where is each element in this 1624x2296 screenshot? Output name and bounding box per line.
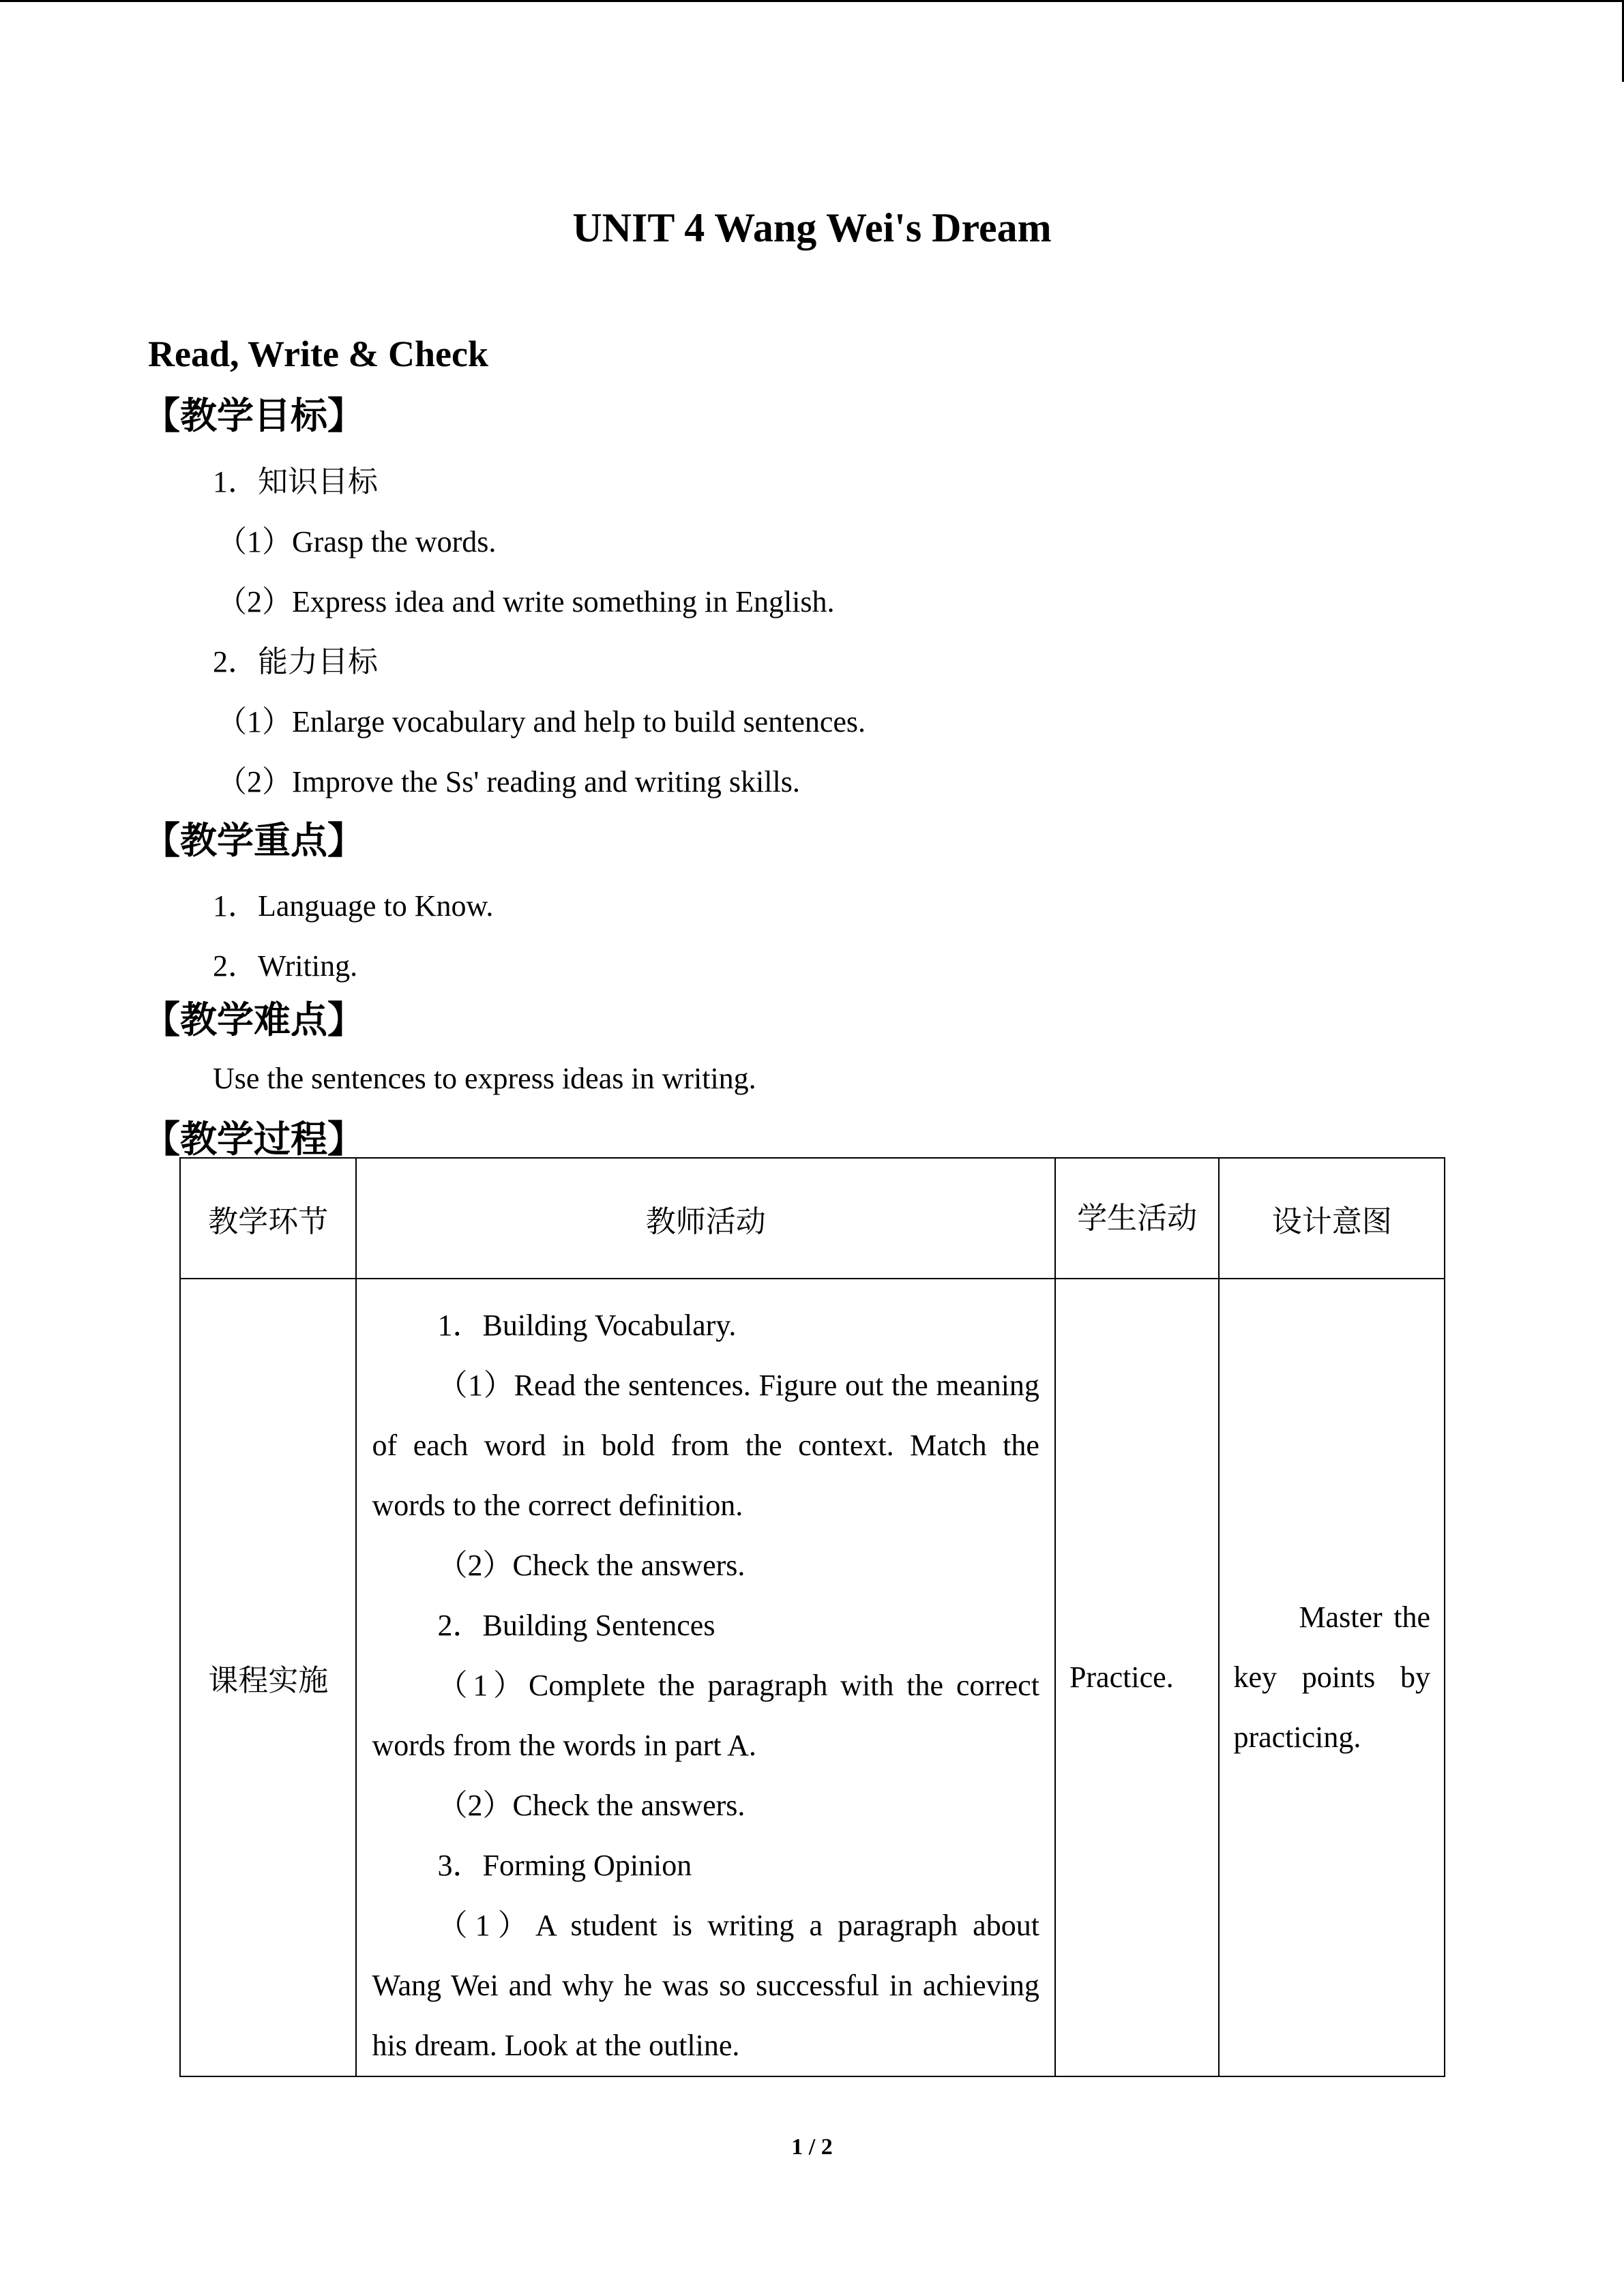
design-text: Master the key points by practicing. (1233, 1600, 1430, 1754)
teacher-line-7: 3．Forming Opinion (437, 1849, 692, 1882)
page-number: 1 / 2 (791, 2134, 833, 2160)
cell-teacher (356, 1279, 1054, 2076)
teacher-line-2: （1）Read the sentences. Figure out the meaning of each word in bold from the context. Match the words to the correct definition. (372, 1369, 1039, 1522)
ability-item-1: （1）Enlarge vocabulary and help to build sentences. (217, 705, 866, 739)
teacher-line-4: 2．Building Sentences (437, 1609, 715, 1642)
header-design: 设计意图 (1219, 1158, 1445, 1279)
cell-student: Practice. (1055, 1279, 1220, 2076)
keypoints-heading: 【教学重点】 (143, 819, 364, 862)
cell-stage: 课程实施 (180, 1279, 356, 2076)
difficulties-heading: 【教学难点】 (143, 998, 364, 1041)
teacher-line-1: 1．Building Vocabulary. (437, 1309, 737, 1342)
knowledge-goal: 1．知识目标 (213, 465, 378, 498)
ability-item-2: （2）Improve the Ss' reading and writing skills. (217, 765, 800, 799)
teaching-process-table (179, 1157, 1445, 2077)
difficulty-text: Use the sentences to express ideas in writing. (213, 1062, 756, 1095)
keypoint-2: 2．Writing. (213, 949, 358, 983)
page-top-border (0, 0, 1624, 2)
teacher-line-8: （1）A student is writing a paragraph about Wang Wei and why he was so successful in achieving his dream. Look at the outline. (372, 1909, 1039, 2062)
document-title: UNIT 4 Wang Wei's Dream (572, 205, 1052, 250)
table-header-row (180, 1158, 1445, 1279)
ability-goal: 2．能力目标 (213, 645, 378, 679)
lesson-subtitle: Read, Write & Check (148, 333, 488, 374)
cell-design (1219, 1279, 1445, 2076)
teacher-line-5: （1）Complete the paragraph with the correct words from the words in part A. (372, 1669, 1039, 1762)
header-student: 学生活动 (1055, 1158, 1220, 1279)
knowledge-item-1: （1）Grasp the words. (217, 525, 497, 558)
knowledge-item-2: （2）Express idea and write something in English. (217, 585, 835, 618)
keypoint-1: 1．Language to Know. (213, 889, 494, 923)
objectives-heading: 【教学目标】 (143, 394, 364, 437)
teacher-line-6: （2）Check the answers. (437, 1789, 745, 1822)
table-row (180, 1279, 1445, 2076)
teacher-line-3: （2）Check the answers. (437, 1549, 745, 1582)
process-heading: 【教学过程】 (143, 1118, 364, 1161)
header-teacher: 教师活动 (356, 1158, 1054, 1279)
header-stage: 教学环节 (180, 1158, 356, 1279)
